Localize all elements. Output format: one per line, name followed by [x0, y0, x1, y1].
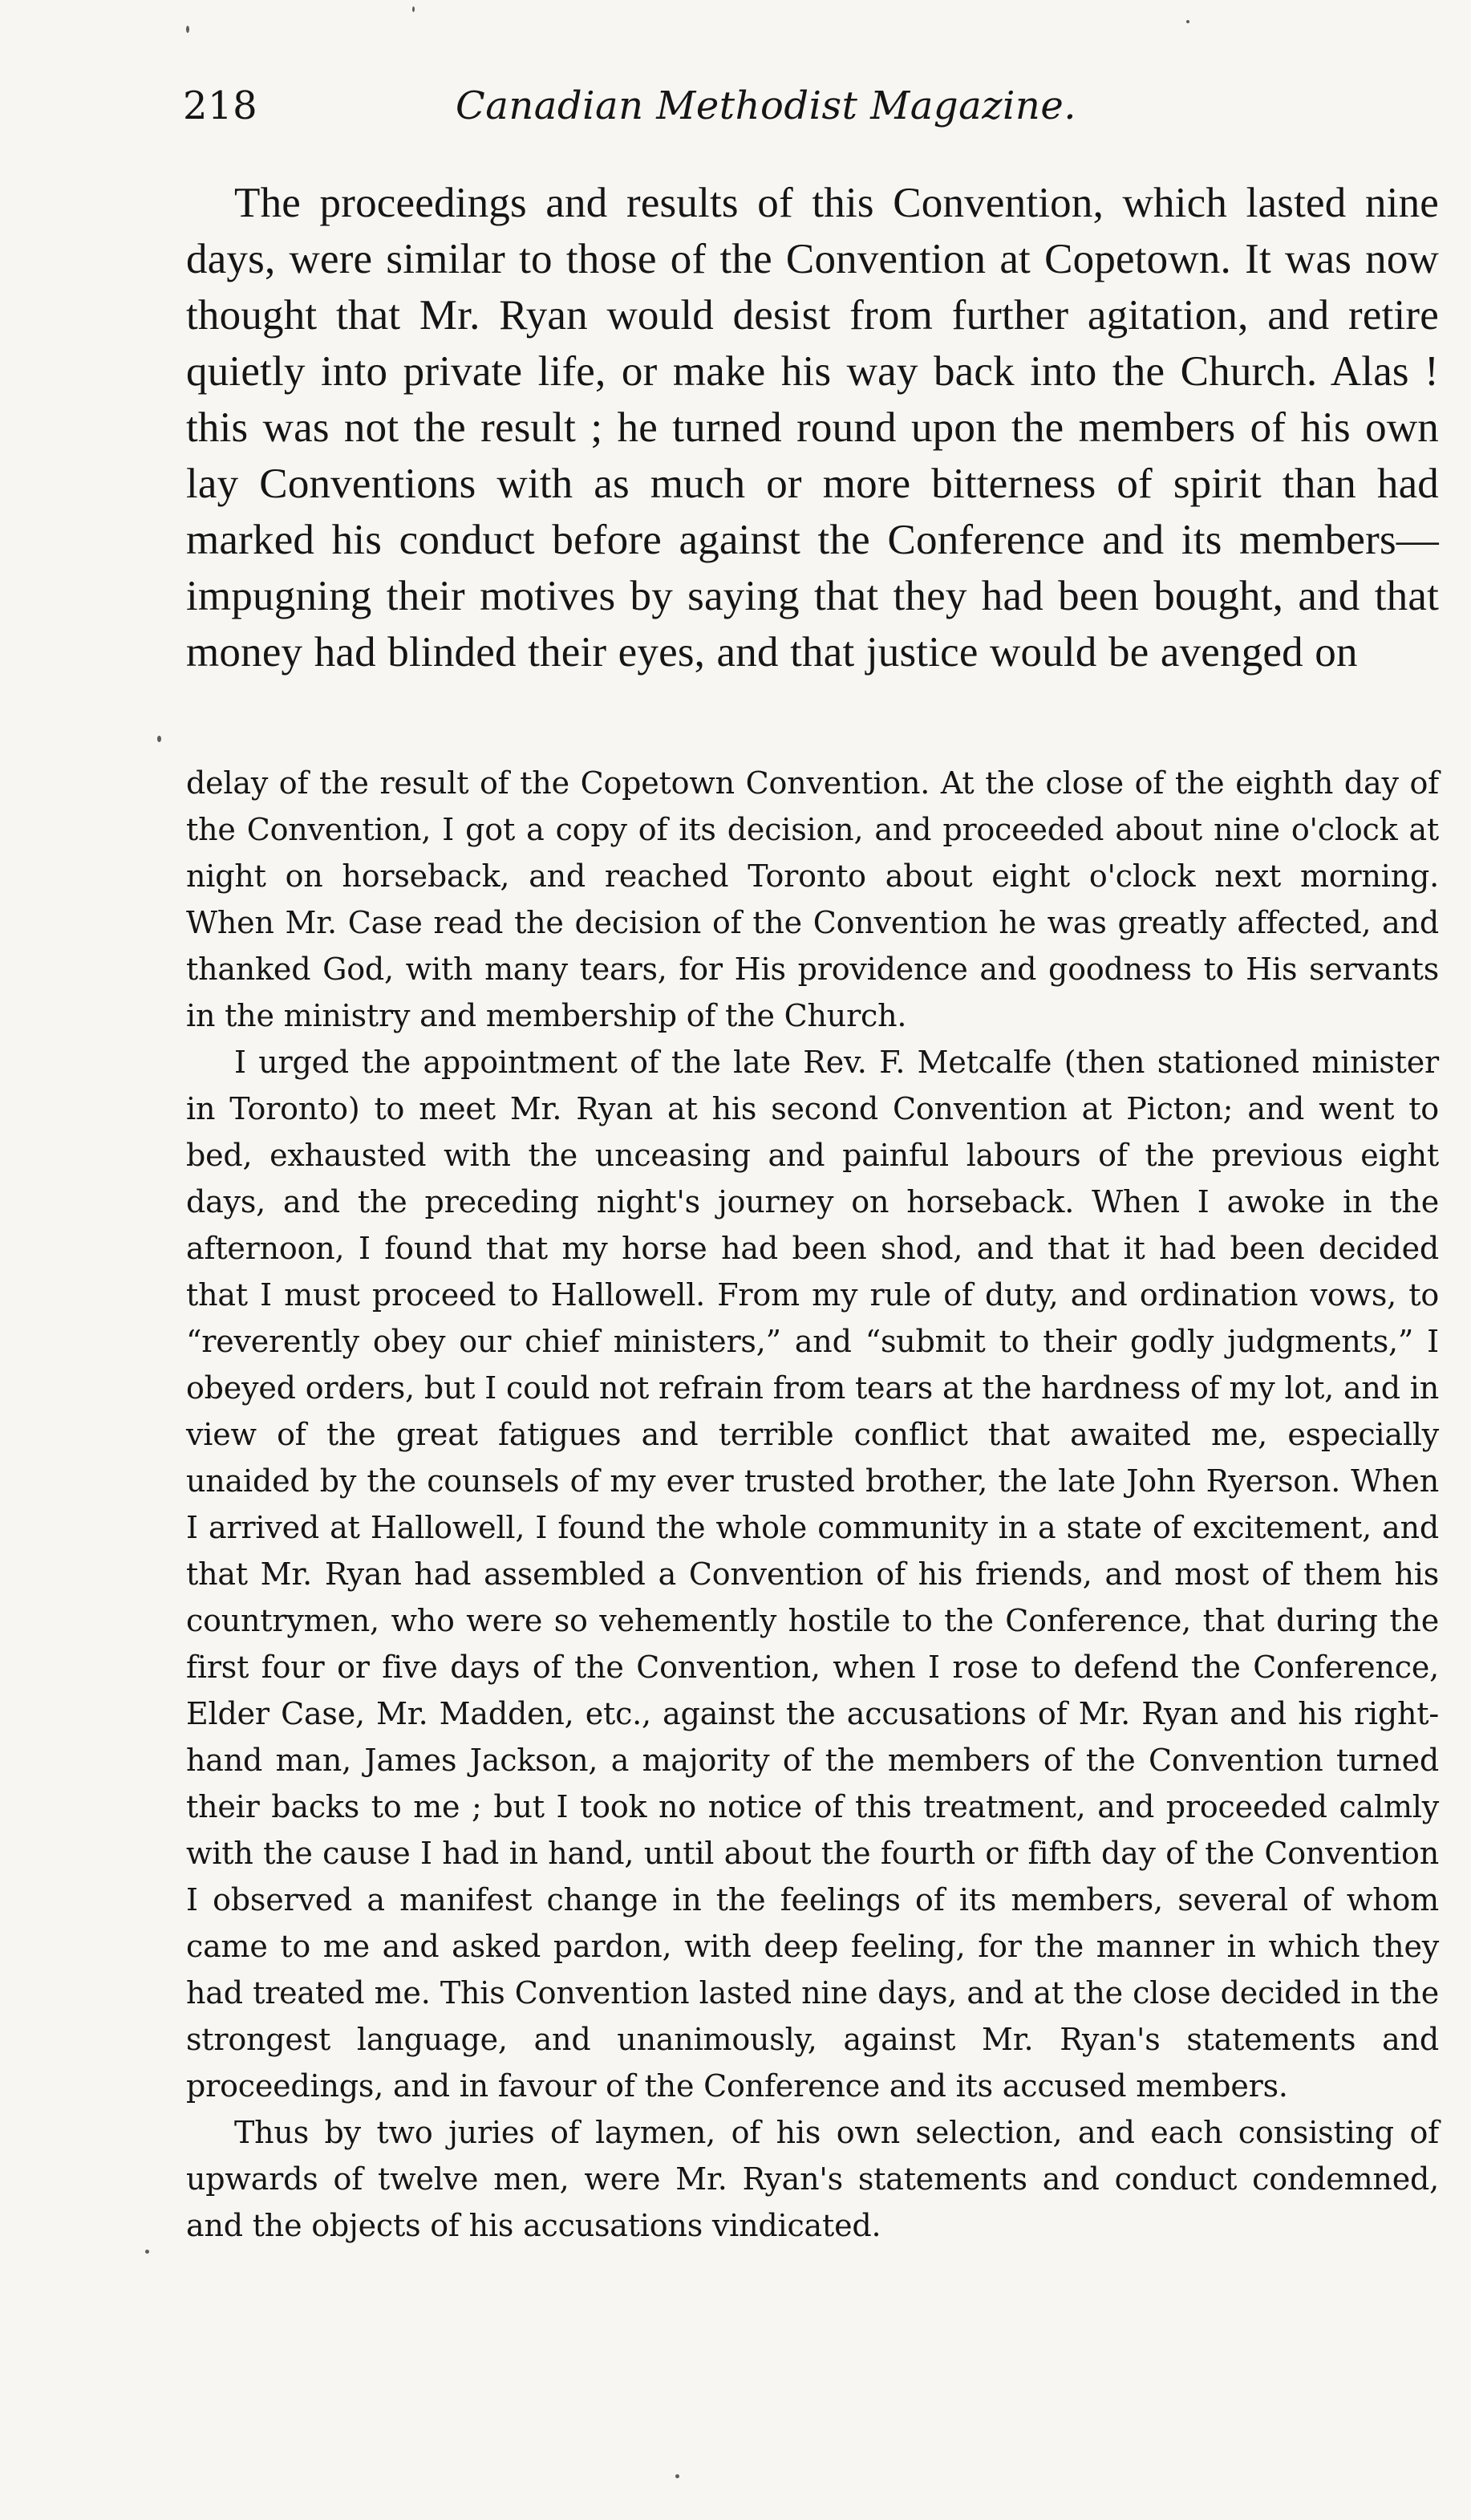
page-header — [183, 83, 1226, 151]
large-type-text — [186, 175, 1439, 680]
small-paragraph-1: delay of the result of the Copetown Convention. At the close of the eighth day of the Convention, I got a copy of its decision, and proceeded about nine o'clock at night on horseback, and reached Toronto about eight o'clock next morning. When Mr. Case read the decision of the Convention he was greatly affected, and thanked God, with many tears, for His providence and goodness to His servants in the ministry and membership of the Church. — [186, 765, 1439, 1033]
page-number: 218 — [183, 83, 258, 128]
ink-speck-lower-left — [145, 2250, 149, 2254]
small-type-text — [186, 760, 1439, 2249]
ink-speck-top-left — [186, 26, 189, 33]
ink-speck-left-margin — [157, 736, 161, 742]
small-paragraph-3: Thus by two juries of laymen, of his own selection, and each consisting of upwards of twelve men, were Mr. Ryan's statements and conduct condemned, and the objects of his accusations vindicated. — [186, 2115, 1439, 2243]
ink-speck-top-middle — [412, 6, 415, 12]
ink-speck-bottom — [675, 2474, 679, 2478]
running-title: Canadian Methodist Magazine. — [456, 83, 1076, 128]
small-paragraph-2: I urged the appointment of the late Rev. F. Metcalfe (then stationed minister in Toronto) to meet Mr. Ryan at his second Convention at Picton; and went to bed, exhausted with the unceasing and painful labours of the previous eight days, and the preceding night's journey on horseback. When I awoke in the afternoon, I found that my horse had been shod, and that it had been decided that I must proceed to Hallowell. From my rule of duty, and ordination vows, to “reverently obey our chief ministers,” and “submit to their godly judgments,” I obeyed orders, but I could not refrain from tears at the hardness of my lot, and in view of the great fatigues and terrible conflict that awaited me, especially unaided by the counsels of my ever trusted brother, the late John Ryerson. When I arrived at Hallowell, I found the whole community in a state of excitement, and that Mr. Ryan had assembled a Convention of his friends, and most of them his countrymen, who were so vehemently hostile to the Conference, that during the first four or five days of the Convention, when I rose to defend the Conference, Elder Case, Mr. Madden, etc., against the accusations of Mr. Ryan and his right-hand man, James Jackson, a majority of the members of the Convention turned their backs to me ; but I took no notice of this treatment, and proceeded calmly with the cause I had in hand, until about the fourth or fifth day of the Convention I observed a manifest change in the feelings of its members, several of whom came to me and asked pardon, with deep feeling, for the manner in which they had treated me. This Convention lasted nine days, and at the close decided in the strongest language, and unanimously, against Mr. Ryan's statements and proceedings, and in favour of the Conference and its accused members. — [186, 1045, 1439, 2104]
ink-speck-top-right — [1186, 20, 1189, 23]
large-paragraph: The proceedings and results of this Convention, which lasted nine days, were similar to those of the Convention at Copetown. It was now thought that Mr. Ryan would desist from further agitation, and retire quietly into private life, or make his way back into the Church. Alas ! this was not the result ; he turned round upon the members of his own lay Conventions with as much or more bitterness of spirit than had marked his conduct before against the Conference and its members—impugning their motives by saying that they had been bought, and that money had blinded their eyes, and that justice would be avenged on — [186, 180, 1439, 676]
